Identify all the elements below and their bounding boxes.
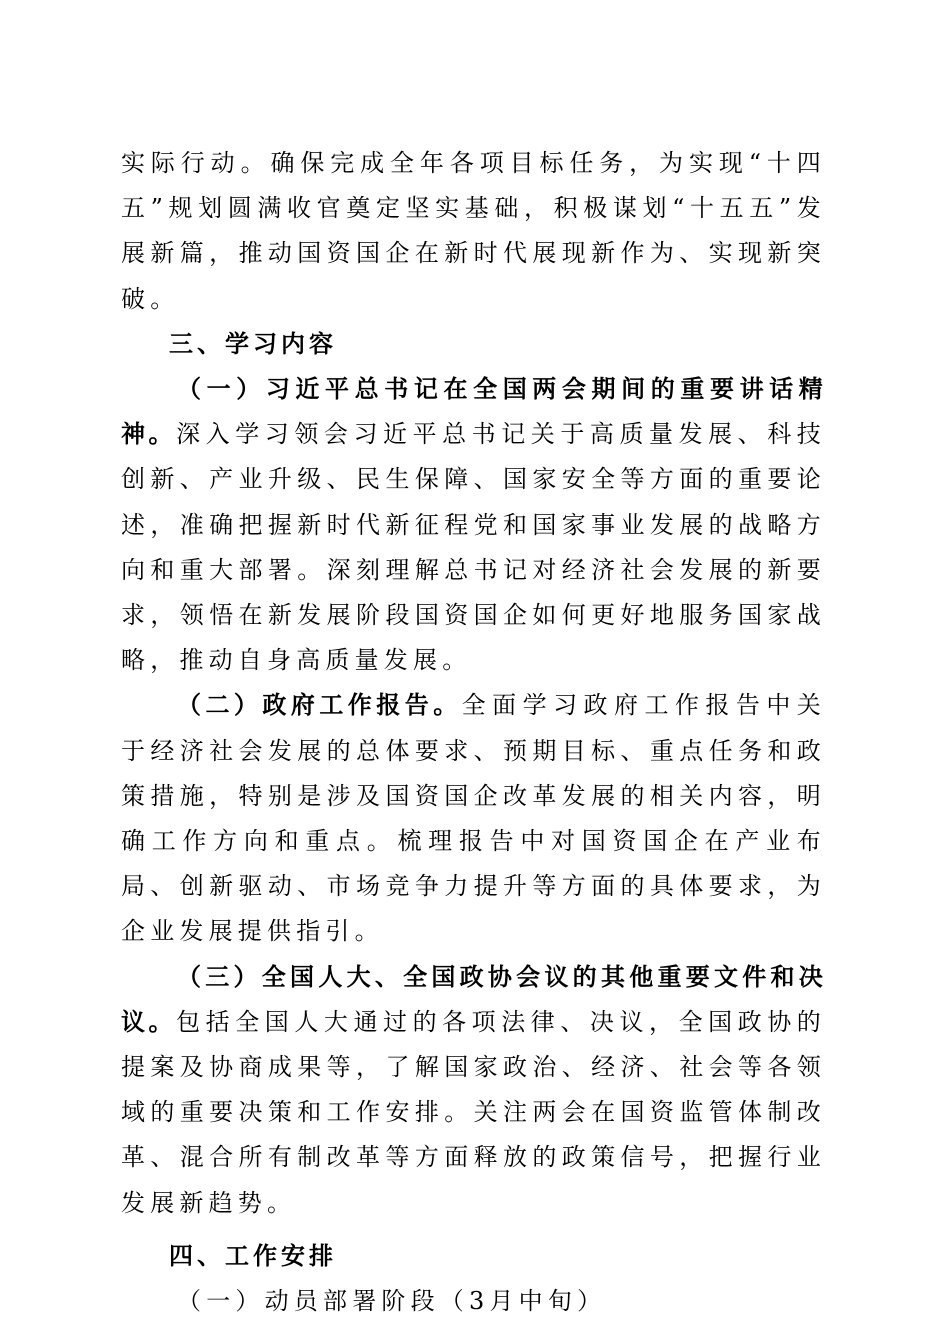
study-item-3 (121, 955, 826, 1226)
study-item-2 (121, 683, 826, 954)
study-item-2-body: 全面学习政府工作报告中关于经济社会发展的总体要求、预期目标、重点任务和政策措施，特别是涉及国资国企改革发展的相关内容，明确工作方向和重点。梳理报告中对国资国企在产业布局、创新驱动、市场竞争力提升等方面的具体要求，为企业发展提供指引。 (121, 691, 827, 946)
section-heading-study-content: 三、学习内容 (169, 329, 337, 358)
study-item-1 (121, 367, 826, 683)
work-stage-1-heading: （一）动员部署阶段（3月中旬） (177, 1287, 607, 1316)
study-item-3-lead: （三）全国人大、全国政协会议的其他重要文件和决议。 (121, 962, 826, 1036)
section-heading-work-arrangement: 四、工作安排 (169, 1241, 337, 1270)
study-item-2-lead: （二）政府工作报告。 (177, 691, 462, 720)
study-item-3-body: 包括全国人大通过的各项法律、决议，全国政协的提案及协商成果等，了解国家政治、经济、社会等各领域的重要决策和工作安排。关注两会在国资监管体制改革、混合所有制改革等方面释放的政策信号，把握行业发展新趋势。 (121, 1007, 826, 1217)
study-item-1-lead: （一）习近平总书记在全国两会期间的重要讲话精神。 (121, 375, 826, 449)
intro-paragraph: 实际行动。确保完成全年各项目标任务，为实现“十四五”规划圆满收官奠定坚实基础，积极谋划“十五五”发展新篇，推动国资国企在新时代展现新作为、实现新突破。 (121, 149, 826, 313)
study-item-1-body: 深入学习领会习近平总书记关于高质量发展、科技创新、产业升级、民生保障、国家安全等方面的重要论述，准确把握新时代新征程党和国家事业发展的战略方向和重大部署。深刻理解总书记对经济社会发展的新要求，领悟在新发展阶段国资国企如何更好地服务国家战略，推动自身高质量发展。 (121, 420, 826, 675)
document-body (121, 141, 826, 1324)
